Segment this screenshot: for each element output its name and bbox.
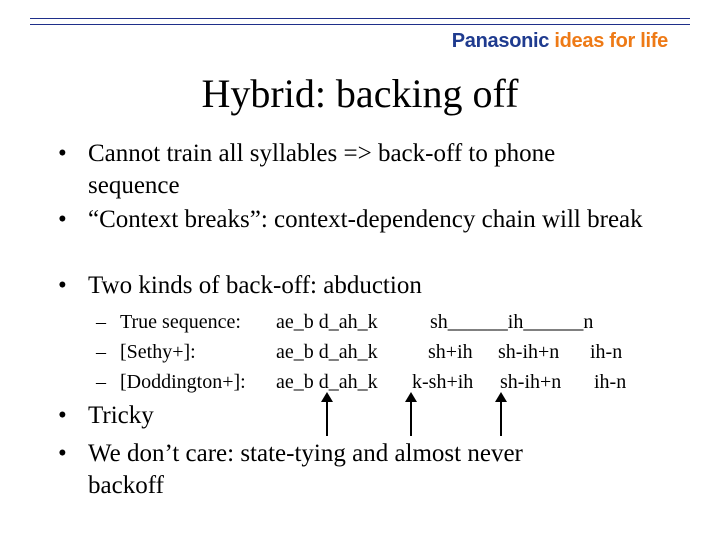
sub-part: ih-n: [590, 341, 623, 363]
sub-part: sh+ih: [428, 341, 473, 363]
sub-part: sh-ih+n: [500, 371, 562, 393]
bullet-text: Cannot train all syllables => back-off to phone sequence: [88, 140, 556, 199]
brand-tagline: ideas for life: [554, 30, 668, 52]
sub-label: True sequence:: [120, 311, 241, 333]
header-rule-top: [30, 18, 690, 19]
sub-part: sh-ih+n: [498, 341, 560, 363]
sub-sequence: ae_b d_ah_k: [276, 371, 378, 393]
bullet-text: Two kinds of back-off: abduction: [88, 272, 422, 299]
sub-part: ih-n: [594, 371, 627, 393]
bullet-item: [58, 138, 678, 202]
bullet-text: We don’t care: state-tying and almost never backoff: [88, 440, 523, 499]
bullet-text: “Context breaks”: context-dependency chain will break: [88, 206, 643, 233]
bullet-marker: •: [58, 140, 67, 167]
header-rule-bottom: [30, 24, 690, 25]
sub-label: [Sethy+]:: [120, 341, 196, 363]
sub-sequence: ae_b d_ah_k: [276, 341, 378, 363]
brand-name: Panasonic: [451, 30, 550, 52]
bullet-marker: •: [58, 402, 67, 429]
sub-dash: –: [96, 341, 106, 363]
bullet-item: [58, 204, 678, 236]
bullet-marker: •: [58, 272, 67, 299]
bullet-marker: •: [58, 440, 67, 467]
sub-dash: –: [96, 371, 106, 393]
bullet-item: [58, 400, 678, 432]
bullet-text: Tricky: [88, 402, 154, 429]
sub-part: sh______ih______n: [430, 311, 594, 333]
bullet-marker: •: [58, 206, 67, 233]
bullet-item: [58, 438, 678, 502]
sub-dash: –: [96, 311, 106, 333]
brand-logo: [452, 30, 668, 53]
slide-title: Hybrid: backing off: [201, 71, 519, 116]
bullet-item: [58, 270, 678, 302]
sub-part: k-sh+ih: [412, 371, 474, 393]
sub-label: [Doddington+]:: [120, 371, 246, 393]
sub-sequence: ae_b d_ah_k: [276, 311, 378, 333]
